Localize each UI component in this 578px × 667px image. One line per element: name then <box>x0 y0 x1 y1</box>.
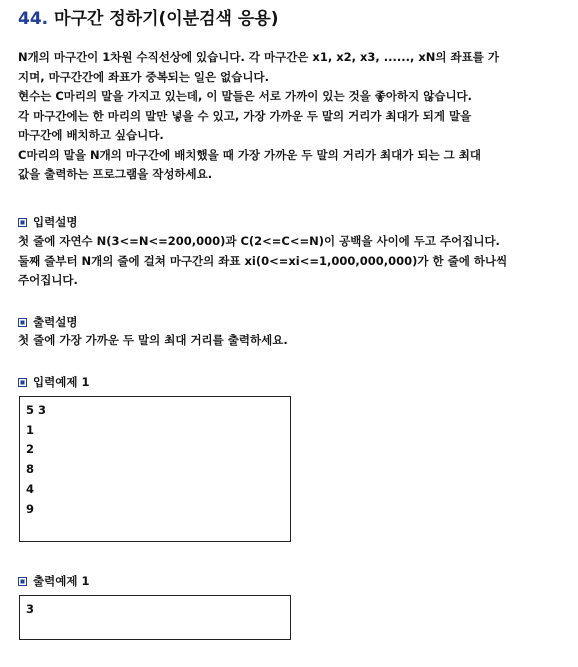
description-line: N개의 마구간이 1차원 수직선상에 있습니다. 각 마구간은 x1, x2, x3, ......, xN의 좌표를 가 <box>18 50 499 64</box>
problem-description <box>18 48 566 185</box>
problem-title <box>18 4 279 29</box>
section-square-icon <box>18 577 27 586</box>
sample-input-line: 5 3 <box>26 403 47 417</box>
input-section-heading-label: 입력설명 <box>33 215 78 229</box>
section-square-icon <box>18 318 27 327</box>
output-section-heading-label: 출력설명 <box>33 315 78 329</box>
sample-input-line: 1 <box>26 422 35 437</box>
input-section-line: 둘째 줄부터 N개의 줄에 걸쳐 마구간의 좌표 xi(0<=xi<=1,000,000,000)가 한 줄에 하나씩 <box>18 253 508 268</box>
input-section-body <box>18 232 566 291</box>
sample-input-line: 8 <box>26 462 35 477</box>
sample-input-heading-label: 입력예제 1 <box>33 375 90 389</box>
sample-input-line: 9 <box>26 501 35 516</box>
input-section-line: 첫 줄에 자연수 N(3<=N<=200,000)과 C(2<=C<=N)이 공백을 사이에 두고 주어집니다. <box>18 234 500 248</box>
sample-output-heading <box>18 573 89 589</box>
description-line: 값을 출력하는 프로그램을 작성하세요. <box>18 167 213 181</box>
sample-input-heading <box>18 374 89 390</box>
section-square-icon <box>18 218 27 227</box>
section-square-icon <box>18 378 27 387</box>
description-line: 마구간에 배치하고 싶습니다. <box>18 128 164 142</box>
sample-input-box <box>19 396 291 542</box>
sample-output-heading-label: 출력예제 1 <box>33 574 90 588</box>
output-section-body <box>18 331 566 351</box>
output-section-heading <box>18 314 77 330</box>
sample-input-line: 4 <box>26 481 35 496</box>
problem-title-text: 마구간 정하기(이분검색 응용) <box>54 9 279 29</box>
description-line: 지며, 마구간간에 좌표가 중복되는 일은 없습니다. <box>18 69 269 84</box>
sample-output-line: 3 <box>26 602 35 616</box>
description-line: 현수는 C마리의 말을 가지고 있는데, 이 말들은 서로 가까이 있는 것을 좋아하지 않습니다. <box>18 89 473 103</box>
sample-output-box <box>19 595 291 640</box>
input-section-line: 주어집니다. <box>18 273 78 287</box>
output-section-line: 첫 줄에 가장 가까운 두 말의 최대 거리를 출력하세요. <box>18 333 288 347</box>
input-section-heading <box>18 214 77 230</box>
description-line: C마리의 말을 N개의 마구간에 배치했을 때 가장 가까운 두 말의 거리가 최대가 되는 그 최대 <box>18 147 481 162</box>
sample-input-line: 2 <box>26 442 35 457</box>
description-line: 각 마구간에는 한 마리의 말만 넣을 수 있고, 가장 가까운 두 말의 거리가 최대가 되게 말을 <box>18 108 472 123</box>
problem-number: 44. <box>18 9 49 29</box>
